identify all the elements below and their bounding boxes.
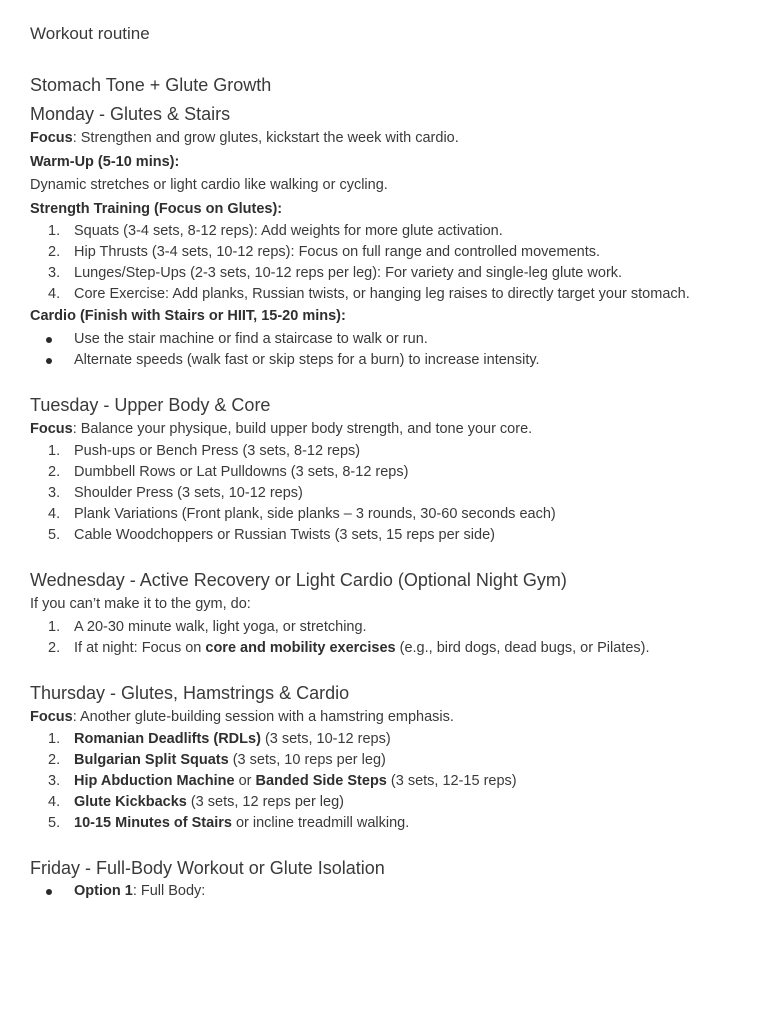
list-item: 1. A 20-30 minute walk, light yoga, or stretching. <box>48 618 367 635</box>
tuesday-list <box>30 441 738 546</box>
friday-section <box>30 855 738 902</box>
tuesday-section <box>30 392 738 547</box>
warmup-text: Dynamic stretches or light cardio like walking or cycling. <box>30 177 388 193</box>
main-heading: Stomach Tone + Glute Growth <box>30 75 272 95</box>
list-item: 3. Lunges/Step-Ups (2-3 sets, 10-12 reps per leg): For variety and single-leg glute work. <box>48 265 623 281</box>
list-item: 3. Shoulder Press (3 sets, 10-12 reps) <box>48 485 303 501</box>
list-item: 2. Hip Thrusts (3-4 sets, 10-12 reps): Focus on full range and controlled movements. <box>48 244 601 260</box>
list-item: 1. Push-ups or Bench Press (3 sets, 8-12 reps) <box>48 443 361 459</box>
monday-heading: Monday - Glutes & Stairs <box>30 104 231 124</box>
focus-label: Focus <box>30 420 73 437</box>
thursday-heading: Thursday - Glutes, Hamstrings & Cardio <box>30 682 350 703</box>
warmup-heading: Warm-Up (5-10 mins): <box>30 153 180 170</box>
list-item: 3. Hip Abduction Machine or Banded Side Steps (3 sets, 12-15 reps) <box>48 773 517 789</box>
tuesday-focus <box>30 418 738 442</box>
thursday-focus <box>30 706 738 730</box>
list-item: 2. If at night: Focus on core and mobility exercises (e.g., bird dogs, dead bugs, or Pilates). <box>48 639 650 656</box>
cardio-heading: Cardio (Finish with Stairs or HIIT, 15-20 mins): <box>30 308 346 324</box>
list-item: 4. Core Exercise: Add planks, Russian twists, or hanging leg raises to directly target your stomach. <box>48 286 690 302</box>
list-item: 1. Squats (3-4 sets, 8-12 reps): Add weights for more glute activation. <box>48 223 503 239</box>
bullet-icon <box>46 358 52 364</box>
focus-text: : Another glute-building session with a hamstring emphasis. <box>72 708 454 725</box>
bullet-icon <box>46 337 52 343</box>
bullet-icon <box>46 889 52 895</box>
wednesday-list <box>30 617 738 659</box>
cardio-list <box>30 329 738 371</box>
list-item: Alternate speeds (walk fast or skip steps for a burn) to increase intensity. <box>30 350 738 371</box>
thursday-section <box>30 680 738 835</box>
friday-list <box>30 881 738 902</box>
list-item: Use the stair machine or find a staircase to walk or run. <box>30 329 738 350</box>
wednesday-section <box>30 567 738 659</box>
focus-text: : Balance your physique, build upper body strength, and tone your core. <box>72 420 533 437</box>
document-title: Workout routine <box>30 24 150 43</box>
list-item: 1. Romanian Deadlifts (RDLs) (3 sets, 10-12 reps) <box>48 731 391 747</box>
monday-section <box>30 101 738 371</box>
friday-heading: Friday - Full-Body Workout or Glute Isolation <box>30 858 385 878</box>
wednesday-intro: If you can’t make it to the gym, do: <box>30 596 251 612</box>
list-item: 2. Dumbbell Rows or Lat Pulldowns (3 sets, 8-12 reps) <box>48 464 409 480</box>
tuesday-heading: Tuesday - Upper Body & Core <box>30 394 271 415</box>
list-item: 4. Plank Variations (Front plank, side planks – 3 rounds, 30-60 seconds each) <box>48 506 556 522</box>
strength-heading: Strength Training (Focus on Glutes): <box>30 200 283 217</box>
focus-label: Focus <box>30 708 73 725</box>
monday-focus <box>30 127 738 151</box>
focus-text: : Strengthen and grow glutes, kickstart the week with cardio. <box>72 130 459 146</box>
thursday-list <box>30 729 738 834</box>
list-item: 5. 10-15 Minutes of Stairs or incline treadmill walking. <box>48 815 410 831</box>
wednesday-heading: Wednesday - Active Recovery or Light Cardio (Optional Night Gym) <box>30 570 567 590</box>
list-item: 5. Cable Woodchoppers or Russian Twists (3 sets, 15 reps per side) <box>48 527 495 543</box>
strength-list <box>30 221 738 305</box>
list-item: 4. Glute Kickbacks (3 sets, 12 reps per leg) <box>48 794 344 810</box>
list-item: Option 1: Full Body: <box>30 881 738 902</box>
list-item: 2. Bulgarian Split Squats (3 sets, 10 reps per leg) <box>48 752 386 768</box>
focus-label: Focus <box>30 130 73 146</box>
